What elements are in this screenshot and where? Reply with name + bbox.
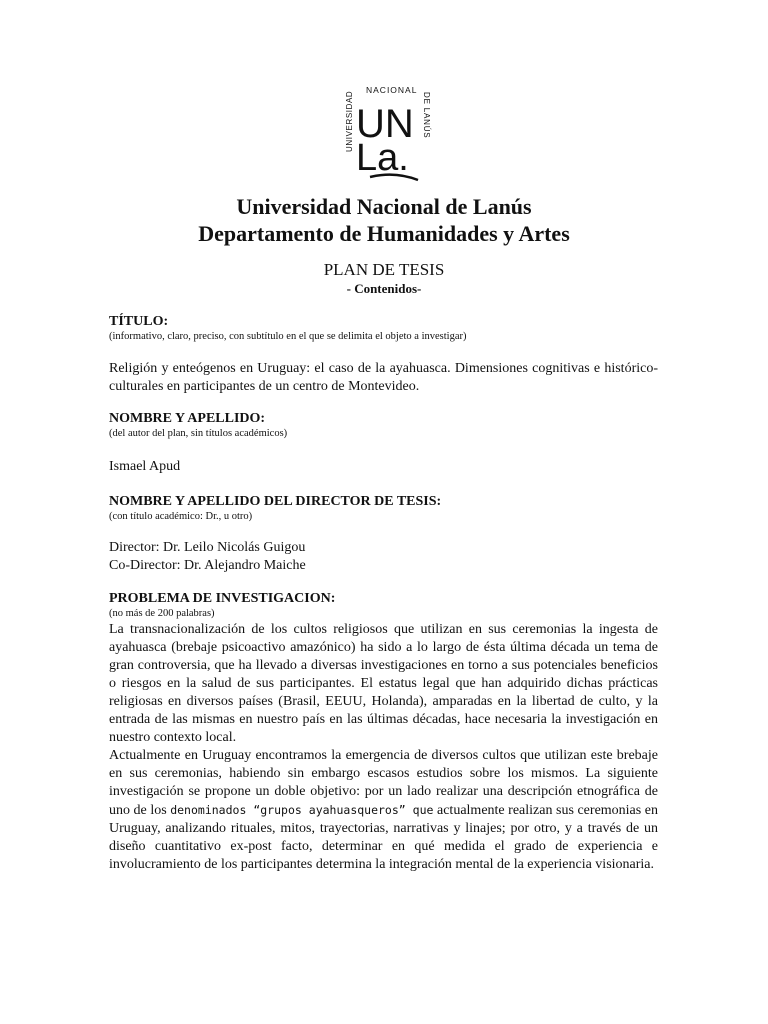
logo-line2: La. xyxy=(356,137,409,179)
director-section xyxy=(109,493,658,523)
codirector-value: Co-Director: Dr. Alejandro Maiche xyxy=(109,558,306,573)
autor-note: (del autor del plan, sin títulos académicos) xyxy=(109,428,288,439)
director-names xyxy=(109,539,658,575)
problema-paragraph-1: La transnacionalización de los cultos religiosos que utilizan en sus ceremonias la ingesta de ayahuasca (brebaje psicoactivo amazónico) ha sido a lo largo de ésta última década un tema de gran controversia, que ha llevado a diversas investigaciones en torno a sus potenciales beneficios o riesgos en la salud de sus participantes. El estatus legal que han adquirido dichas prácticas religiosas en diversos países (Brasil, EEUU, Holanda), amparadas en la libertad de culto, y la entrada de las mismas en nuestro país en las últimas décadas, hace necesaria la investigación en nuestro contexto local. xyxy=(109,622,658,745)
problema-paragraph-2b: actualmente realizan sus ceremonias en Uruguay, analizando rituales, mitos, trayectorias, narrativas y linajes; por otro, y a través de un diseño cuantitativo ex-post facto, determinar en qué medida el grado de experiencia e involucramiento de los participantes determina la integración mental de la experiencia visionaria. xyxy=(109,803,658,872)
titulo-note: (informativo, claro, preciso, con subtítulo en el que se delimita el objeto a investigar) xyxy=(109,331,467,342)
logo-arc-left: UNIVERSIDAD xyxy=(345,90,354,152)
autor-section xyxy=(109,410,658,440)
problema-section xyxy=(109,590,658,620)
autor-value: Ismael Apud xyxy=(109,459,181,474)
logo-line1: UN xyxy=(356,102,414,146)
titulo-value: Religión y enteógenos en Uruguay: el caso de la ayahuasca. Dimensiones cognitivas e histórico-culturales en participantes de un centro de Montevideo. xyxy=(109,361,658,394)
logo-arc-top: NACIONAL xyxy=(366,85,418,95)
problema-body xyxy=(109,621,658,874)
problema-paragraph-2-mono: denominados “grupos ayahuasqueros” que xyxy=(170,803,434,817)
university-name: Universidad Nacional de Lanús xyxy=(236,194,532,219)
director-value: Director: Dr. Leilo Nicolás Guigou xyxy=(109,540,306,555)
titulo-label: TÍTULO: xyxy=(109,314,169,329)
problema-label: PROBLEMA DE INVESTIGACION: xyxy=(109,591,336,606)
autor-label: NOMBRE Y APELLIDO: xyxy=(109,411,266,426)
doc-subtitle: - Contenidos- xyxy=(346,281,422,296)
university-logo xyxy=(340,82,440,182)
doc-title: PLAN DE TESIS xyxy=(323,260,445,279)
problema-note: (no más de 200 palabras) xyxy=(109,608,215,619)
director-note: (con título académico: Dr., u otro) xyxy=(109,511,253,522)
titulo-section xyxy=(109,313,658,343)
problema-paragraph-2a: Actualmente en Uruguay encontramos la emergencia de diversos cultos que utilizan este brebaje en sus ceremonias, habiendo sin embargo escasos estudios sobre los mismos. La siguiente investigación se propone un doble objetivo: por un lado realizar una descripción etnográfica de uno de los xyxy=(109,748,658,818)
director-label: NOMBRE Y APELLIDO DEL DIRECTOR DE TESIS: xyxy=(109,494,442,509)
department-name: Departamento de Humanidades y Artes xyxy=(198,221,570,246)
problema-paragraph-2 xyxy=(109,747,658,874)
logo-arc-right: DE LANÚS xyxy=(422,92,431,139)
